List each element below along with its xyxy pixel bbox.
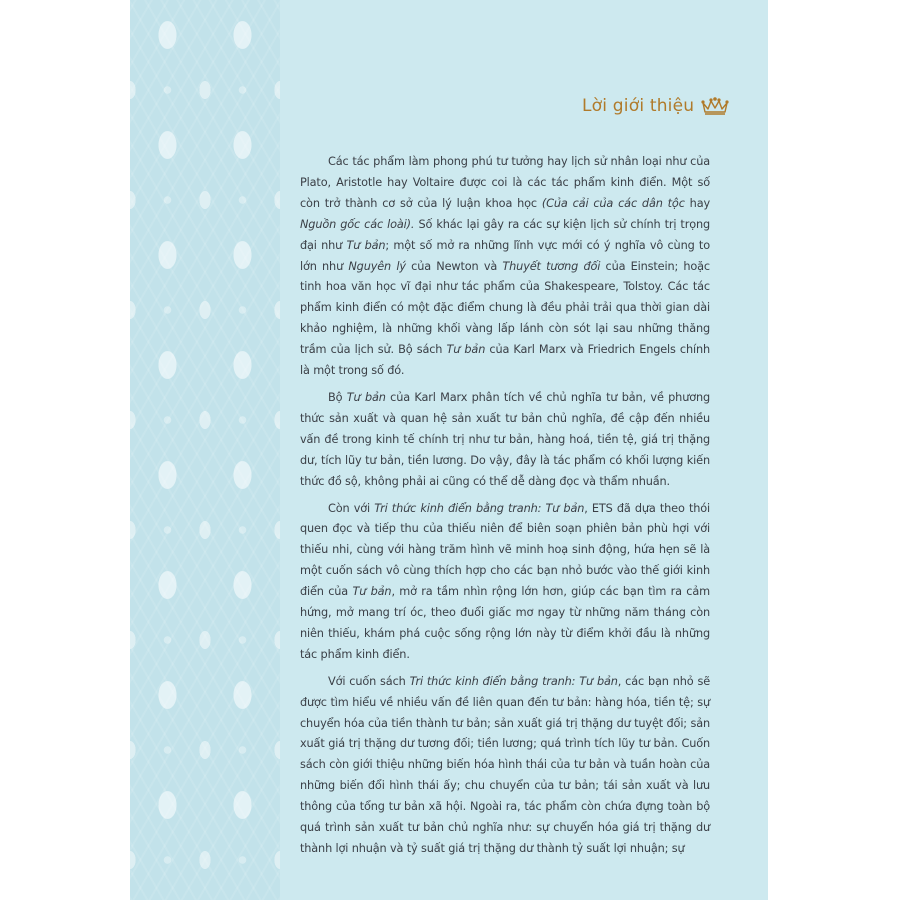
- paragraph: [300, 672, 710, 860]
- italic-title-text: Tư bản: [346, 238, 386, 252]
- text-run: ; một số mở ra những lĩnh vực mới có ý nghĩa vô cùng to lớn như: [300, 238, 710, 273]
- italic-title-text: Thuyết tương đối: [502, 259, 601, 273]
- text-run: hay: [684, 196, 711, 210]
- text-run: của Newton và: [405, 259, 503, 273]
- paragraph: [300, 152, 710, 382]
- italic-title-text: Tư bản: [352, 585, 392, 599]
- italic-title-text: Tri thức kinh điển bằng tranh: Tư bản: [409, 674, 618, 688]
- italic-title-text: Nguồn gốc các loài).: [300, 217, 415, 231]
- text-run: Các tác phẩm làm phong phú tư tưởng hay lịch sử nhân loại như của Plato, Aristotle hay Voltaire được coi là các tác phẩm kinh điển. Một số còn trở thành cơ sở của lý luận khoa học: [300, 155, 710, 210]
- introduction-body: [300, 152, 710, 860]
- section-heading: [582, 96, 730, 116]
- text-run: Bộ: [328, 390, 347, 404]
- crown-icon: [700, 96, 730, 116]
- italic-title-text: (Của cải của các dân tộc: [541, 196, 685, 210]
- italic-title-text: Tư bản: [346, 390, 386, 404]
- text-run: của Einstein; hoặc tinh hoa văn học vĩ đại như tác phẩm của Shakespeare, Tolstoy. Các tác phẩm kinh điển có một đặc điểm chung là đều phải trải qua thời gian dài khảo nghiệm, là những khối vàng lấp lánh còn sót lại sau những thăng trầm của lịch sử. Bộ sách: [300, 259, 710, 357]
- text-run: của Karl Marx và Friedrich Engels chính là một trong số đó.: [300, 343, 711, 378]
- italic-title-text: Tư bản: [446, 343, 486, 357]
- heading-title: Lời giới thiệu: [582, 96, 695, 116]
- paragraph: [300, 388, 710, 493]
- italic-title-text: Nguyên lý: [348, 259, 406, 273]
- text-run: , mở ra tầm nhìn rộng lớn hơn, giúp các bạn tìm ra cảm hứng, mở mang trí óc, theo đuổi giấc mơ ngay từ những năm tháng còn niên thiếu, khám phá cuộc sống rộng lớn này từ điểm khởi đầu là những tác phẩm kinh điển.: [300, 585, 710, 661]
- text-run: Số khác lại gây ra các sự kiện lịch sử chính trị trọng đại như: [300, 217, 710, 252]
- paragraph: [300, 499, 710, 666]
- text-run: Còn với: [328, 501, 375, 515]
- text-run: , ETS đã dựa theo thói quen đọc và tiếp thu của thiếu niên để biên soạn phiên bản phù hợi với thiếu nhi, cùng với hàng trăm hình vẽ minh hoạ sinh động, hứa hẹn sẽ là một cuốn sách vô cùng thích hợp cho các bạn nhỏ bước vào thế giới kinh điển của: [300, 501, 710, 599]
- damask-pattern-border: [130, 0, 280, 900]
- text-run: của Karl Marx phân tích về chủ nghĩa tư bản, về phương thức sản xuất và quan hệ sản xuất tư bản chủ nghĩa, đề cập đến nhiều vấn đề trong kinh tế chính trị như tư bản, hàng hoá, tiền tệ, giá trị thặng dư, tích lũy tư bản, tiền lương. Do vậy, đây là tác phẩm có khối lượng kiến thức đồ sộ, không phải ai cũng có thể dễ dàng đọc và thẩm nhuần.: [300, 390, 710, 488]
- text-run: Với cuốn sách: [328, 674, 410, 688]
- italic-title-text: Tri thức kinh điển bằng tranh: Tư bản: [374, 501, 585, 515]
- text-run: , các bạn nhỏ sẽ được tìm hiểu về nhiều vấn đề liên quan đến tư bản: hàng hóa, tiền tệ; sự chuyển hóa của tiền thành tư bản; sản xuất giá trị thặng dư tuyệt đối; sản xuất giá trị thặng dư tương đối; tiền lương; quá trình tích lũy tư bản. Cuốn sách còn giới thiệu những biến hóa hình thái của tư bản và tuần hoàn của những biến đổi hình thái ấy; chu chuyển của tư bản; tái sản xuất và lưu thông của tổng tư bản xã hội. Ngoài ra, tác phẩm còn chứa đựng toàn bộ quá trình sản xuất tư bản chủ nghĩa như: sự chuyển hóa giá trị thặng dư thành lợi nhuận và tỷ suất giá trị thặng dư thành tỷ suất lợi nhuận; sự: [300, 674, 710, 855]
